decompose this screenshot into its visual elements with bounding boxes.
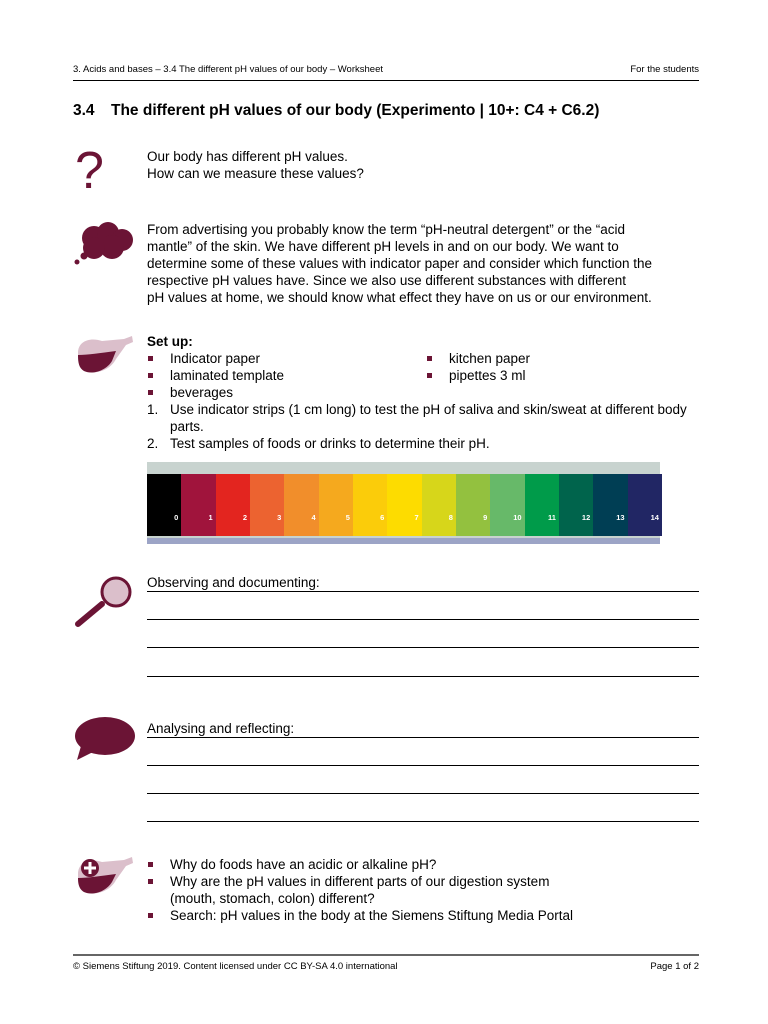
step-number: 2. (147, 436, 159, 451)
further-item-line: Why are the pH values in different parts of our digestion system (170, 874, 550, 889)
ph-scale-cell (559, 474, 593, 536)
analysing-line[interactable] (147, 765, 699, 766)
ph-scale-label: 9 (483, 513, 488, 522)
svg-text:?: ? (75, 142, 104, 194)
question-mark-icon (74, 142, 104, 199)
analysing-label: Analysing and reflecting: (147, 721, 295, 736)
analysing-line[interactable] (147, 793, 699, 794)
ph-scale-cell (319, 474, 353, 536)
flask-icon (72, 333, 136, 382)
header-breadcrumb: 3. Acids and bases – 3.4 The different pH values of our body – Worksheet (73, 64, 383, 75)
ph-scale-base (147, 538, 660, 544)
setup-item: kitchen paper (426, 350, 530, 367)
setup-item: laminated template (147, 367, 407, 384)
header-rule (73, 80, 699, 81)
ph-scale-label: 10 (513, 513, 522, 522)
ph-scale-label: 11 (548, 513, 556, 522)
ph-scale-label: 7 (414, 513, 419, 522)
ph-scale-label: 8 (448, 513, 453, 522)
observing-line[interactable] (147, 619, 699, 620)
setup-list-right (426, 350, 530, 384)
ph-scale-cell (490, 474, 524, 536)
setup-item: beverages (147, 384, 407, 401)
ph-scale-label: 1 (208, 513, 213, 522)
question-line-1: Our body has different pH values. (147, 149, 348, 164)
footer-license: © Siemens Stiftung 2019. Content licensed under CC BY-SA 4.0 international (73, 961, 398, 972)
step-number: 1. (147, 402, 159, 417)
ph-scale-cell (422, 474, 456, 536)
footer-page-number: Page 1 of 2 (650, 961, 699, 972)
ph-scale-label: 3 (277, 513, 282, 522)
header-audience: For the students (630, 64, 699, 75)
ph-scale-label: 14 (650, 513, 659, 522)
ph-scale-cell (353, 474, 387, 536)
section-title: The different pH values of our body (Experimento | 10+: C4 + C6.2) (111, 102, 600, 119)
observing-line[interactable] (147, 676, 699, 677)
setup-heading: Set up: (147, 334, 193, 349)
ph-scale-cell (525, 474, 559, 536)
ph-scale-cell (284, 474, 318, 536)
ph-scale-cell (181, 474, 215, 536)
observing-line[interactable] (147, 647, 699, 648)
intro-line: From advertising you probably know the term “pH-neutral detergent” or the “acid (147, 222, 625, 237)
further-item (147, 873, 692, 907)
ph-scale-template (147, 462, 660, 544)
magnifying-glass-icon (72, 574, 136, 635)
intro-line: determine some of these values with indicator paper and consider which function the (147, 256, 653, 271)
question-text (147, 148, 364, 182)
ph-scale-cell (387, 474, 421, 536)
ph-scale-cell (250, 474, 284, 536)
procedure-steps (147, 401, 692, 452)
intro-paragraph (147, 221, 692, 306)
ph-color-scale (147, 474, 662, 536)
ph-scale-label: 6 (380, 513, 385, 522)
ph-scale-label: 2 (242, 513, 247, 522)
thought-cloud-icon (72, 220, 136, 273)
flask-plus-icon (72, 852, 136, 903)
intro-line: pH values at home, we should know what effect they have on us or our environment. (147, 290, 652, 305)
analysing-line[interactable] (147, 737, 699, 738)
ph-scale-cell (628, 474, 662, 536)
analysing-line[interactable] (147, 821, 699, 822)
ph-scale-cell (147, 474, 181, 536)
observing-label: Observing and documenting: (147, 575, 320, 590)
ph-scale-label: 4 (311, 513, 316, 522)
question-line-2: How can we measure these values? (147, 166, 364, 181)
intro-line: mantle” of the skin. We have different pH levels in and on our body. We want to (147, 239, 619, 254)
ph-scale-cell (456, 474, 490, 536)
page-title (73, 102, 599, 120)
observing-line[interactable] (147, 591, 699, 592)
setup-item: pipettes 3 ml (426, 367, 530, 384)
further-item: Why do foods have an acidic or alkaline pH? (147, 856, 692, 873)
procedure-step (147, 435, 692, 452)
further-item-line: (mouth, stomach, colon) different? (170, 891, 375, 906)
ph-scale-cell (593, 474, 627, 536)
speech-bubble-icon (73, 716, 137, 767)
ph-scale-label: 13 (616, 513, 625, 522)
ph-scale-cell (216, 474, 250, 536)
further-item: Search: pH values in the body at the Siemens Stiftung Media Portal (147, 907, 692, 924)
setup-list-left (147, 350, 407, 401)
intro-line: respective pH values have. Since we also use different substances with different (147, 273, 627, 288)
ph-scale-label: 12 (581, 513, 591, 522)
footer-rule (73, 954, 699, 956)
ph-scale-label: 5 (345, 513, 350, 522)
step-text: Use indicator strips (1 cm long) to test the pH of saliva and skin/sweat at different body parts. (170, 402, 687, 434)
further-questions (147, 856, 692, 924)
procedure-step (147, 401, 692, 435)
section-number: 3.4 (73, 102, 95, 119)
step-text: Test samples of foods or drinks to determine their pH. (170, 436, 490, 451)
setup-item: Indicator paper (147, 350, 407, 367)
ph-scale-label: 0 (174, 513, 179, 522)
